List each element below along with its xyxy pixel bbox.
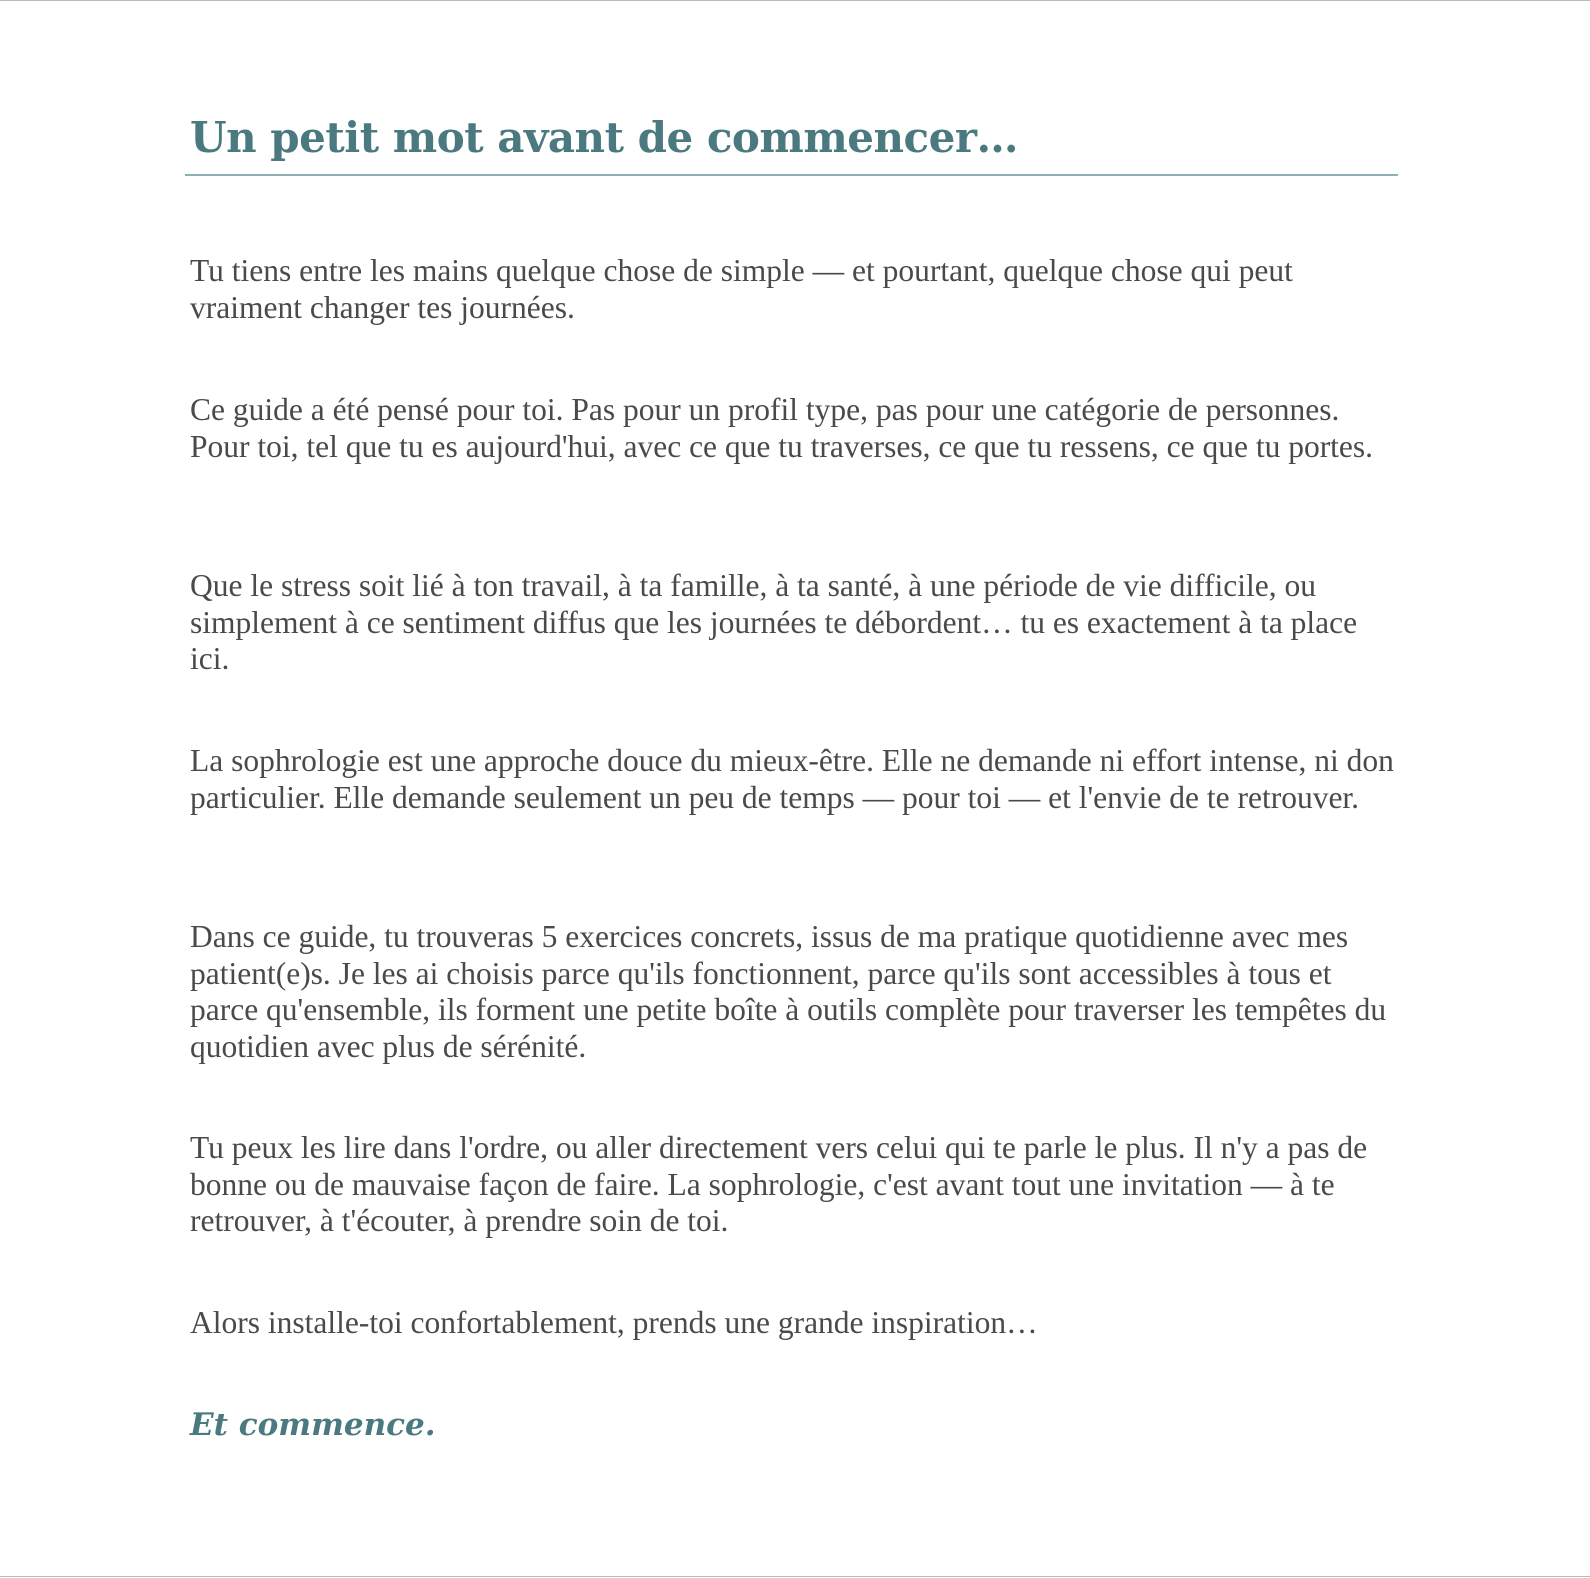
paragraph-sophrology: La sophrologie est une approche douce du mieux-être. Elle ne demande ni effort intense, ni don particulier. Elle demande seulement un peu de temps — pour toi — et l'envie de te retrouver. [190, 743, 1394, 815]
title-underline [185, 174, 1398, 176]
paragraph-invitation: Alors installe-toi confortablement, prends une grande inspiration… [190, 1305, 1038, 1340]
paragraph-stress: Que le stress soit lié à ton travail, à ta famille, à ta santé, à une période de vie difficile, ou simplement à ce sentiment diffus que les journées te débordent… tu es exactement à ta place ici. [190, 568, 1358, 676]
paragraph-exercises: Dans ce guide, tu trouveras 5 exercices concrets, issus de ma pratique quotidienne avec mes patient(e)s. Je les ai choisis parce qu'ils fonctionnent, parce qu'ils sont accessibles à tous et parce qu'ensemble, ils forment une petite boîte à outils complète pour traverser les tempêtes du quotidien avec plus de sérénité. [190, 919, 1387, 1064]
page-top-border [0, 0, 1590, 1]
closing-line: Et commence. [190, 1407, 436, 1443]
page-title: Un petit mot avant de commencer… [190, 113, 1018, 162]
paragraph-how-to-read: Tu peux les lire dans l'ordre, ou aller directement vers celui qui te parle le plus. Il n'y a pas de bonne ou de mauvaise façon de faire. La sophrologie, c'est avant tout une invitation — à te retrouver, à t'écouter, à prendre soin de toi. [190, 1130, 1368, 1238]
paragraph-for-you: Ce guide a été pensé pour toi. Pas pour un profil type, pas pour une catégorie de personnes. Pour toi, tel que tu es aujourd'hui, avec ce que tu traverses, ce que tu ressens, ce que tu portes. [190, 392, 1374, 464]
page-bottom-border [0, 1576, 1590, 1577]
paragraph-intro: Tu tiens entre les mains quelque chose de simple — et pourtant, quelque chose qui peut vraiment changer tes journées. [190, 253, 1293, 325]
